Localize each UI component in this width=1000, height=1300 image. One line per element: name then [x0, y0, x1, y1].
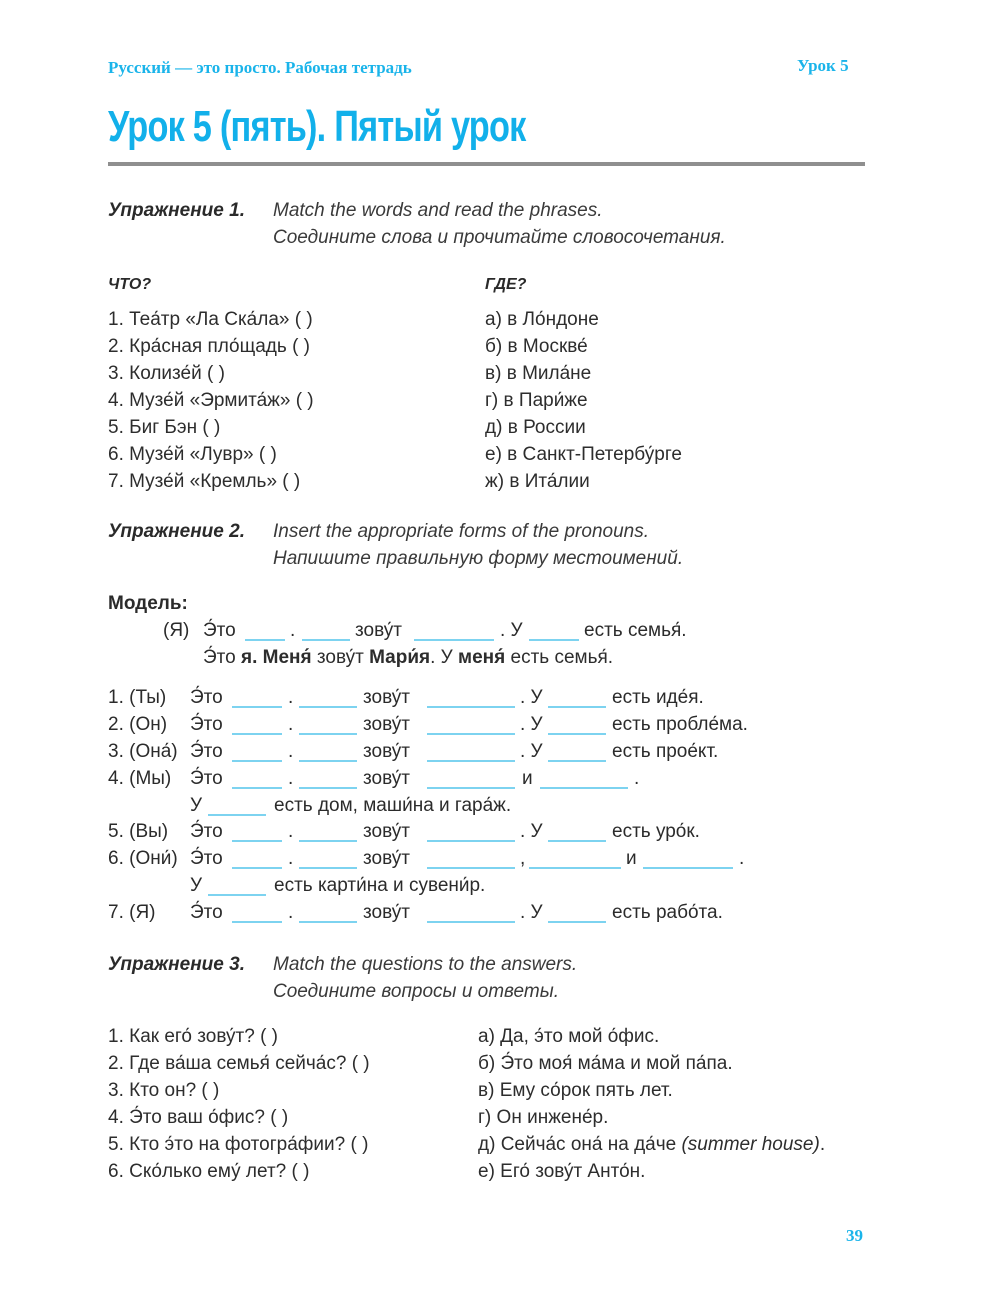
blank-field[interactable] — [208, 814, 266, 816]
answer-bold: меня́ — [458, 647, 506, 668]
eto-text: Э́то — [190, 768, 223, 789]
item-tail: есть уро́к. — [612, 821, 700, 842]
lesson-title: Урок 5 (пять). Пятый урок — [108, 102, 526, 151]
blank-field[interactable] — [427, 867, 515, 869]
item-number: 4. (Мы) — [108, 768, 172, 789]
page-number: 39 — [846, 1226, 863, 1245]
model-label: Модель: — [108, 593, 188, 614]
u-text: . У — [520, 714, 543, 735]
list-item: г) в Пари́же — [485, 390, 588, 411]
exercise2-instruction-ru: Напишите правильную форму местоимений. — [273, 548, 684, 569]
zovut-text: зову́т — [363, 902, 410, 923]
item-tail: есть рабо́та. — [612, 902, 723, 923]
exercise1-col-where: ГДЕ? — [485, 276, 527, 293]
blank-field[interactable] — [208, 894, 266, 896]
exercise1-left-list — [108, 306, 314, 495]
dot: . — [288, 741, 294, 762]
exercise2-instruction-en: Insert the appropriate forms of the pronouns. — [273, 521, 649, 542]
exercise1-instruction-en: Match the words and read the phrases. — [273, 200, 603, 221]
eto-text: Э́то — [190, 687, 223, 708]
answer-item: г) Он инжене́р. — [478, 1107, 609, 1128]
book-title: Русский — это просто. Рабочая тетрадь — [108, 58, 412, 77]
blank-field[interactable] — [232, 760, 282, 762]
eto-text: Э́то — [190, 902, 223, 923]
eto-text: Э́то — [190, 741, 223, 762]
exercise3-answers — [478, 1023, 825, 1185]
answer-gloss: (summer house) — [681, 1134, 820, 1155]
list-item: 6. Музе́й «Лувр» ( ) — [108, 444, 277, 465]
blank-field[interactable] — [245, 639, 285, 641]
dot: . — [739, 848, 745, 869]
blank-field[interactable] — [427, 840, 515, 842]
zovut-text: зову́т — [355, 620, 402, 641]
item-number: 3. (Она́) — [108, 741, 178, 762]
u-text: У — [190, 795, 203, 816]
blank-field[interactable] — [427, 706, 515, 708]
zovut-text: зову́т — [363, 714, 410, 735]
u-text: . У — [520, 821, 543, 842]
blank-field[interactable] — [302, 639, 350, 641]
blank-field[interactable] — [414, 639, 494, 641]
answer-item: а) Да, э́то мой о́фис. — [478, 1026, 660, 1047]
blank-field[interactable] — [299, 733, 357, 735]
list-item: е) в Санкт-Петербу́рге — [485, 444, 682, 465]
item-tail: есть иде́я. — [612, 687, 704, 708]
blank-field[interactable] — [299, 840, 357, 842]
eto-text: Э́то — [190, 848, 223, 869]
list-item: ж) в Ита́лии — [485, 471, 590, 492]
u-text: . У — [520, 741, 543, 762]
dot: . — [288, 821, 294, 842]
item-number: 5. (Вы) — [108, 821, 169, 842]
list-item: 2. Кра́сная пло́щадь ( ) — [108, 336, 311, 357]
exercise2-label: Упражнение 2. — [108, 521, 245, 542]
blank-field[interactable] — [232, 921, 282, 923]
answer-item: е) Его́ зову́т Анто́н. — [478, 1161, 646, 1182]
blank-field[interactable] — [299, 921, 357, 923]
blank-field[interactable] — [232, 706, 282, 708]
answer-text: д) Сейча́с она́ на да́че — [478, 1134, 682, 1155]
exercise1-right-list — [485, 306, 682, 495]
exercise1-label: Упражнение 1. — [108, 200, 245, 221]
item-tail: есть карти́на и сувени́р. — [274, 875, 486, 896]
list-item: 5. Биг Бэн ( ) — [108, 417, 221, 438]
model-tail: есть семья́. — [584, 620, 687, 641]
u-text: . У — [500, 620, 523, 641]
question-item: 5. Кто э́то на фотогра́фии? ( ) — [108, 1134, 369, 1155]
list-item: д) в России — [485, 417, 586, 438]
blank-field[interactable] — [427, 733, 515, 735]
blank-field[interactable] — [299, 787, 357, 789]
blank-field[interactable] — [232, 787, 282, 789]
blank-field[interactable] — [529, 867, 621, 869]
and-text: и — [522, 768, 533, 789]
blank-field[interactable] — [427, 921, 515, 923]
dot: . — [290, 620, 296, 641]
blank-field[interactable] — [548, 706, 606, 708]
blank-field[interactable] — [548, 840, 606, 842]
comma: , — [520, 848, 526, 869]
blank-field[interactable] — [232, 733, 282, 735]
dot: . — [288, 848, 294, 869]
answer-item: в) Ему со́рок пять лет. — [478, 1080, 673, 1101]
exercise3-questions — [108, 1023, 370, 1185]
item-number: 2. (Он) — [108, 714, 168, 735]
list-item: 7. Музе́й «Кремль» ( ) — [108, 471, 301, 492]
lesson-tag: Урок 5 — [797, 56, 849, 75]
item-tail: есть дом, маши́на и гара́ж. — [274, 795, 512, 816]
blank-field[interactable] — [548, 921, 606, 923]
exercise1-instruction-ru: Соедините слова и прочитайте словосочетания. — [273, 227, 726, 248]
answer-bold: Мари́я — [369, 647, 431, 668]
question-item: 1. Как его́ зову́т? ( ) — [108, 1026, 278, 1047]
u-text: . У — [520, 687, 543, 708]
blank-field[interactable] — [232, 867, 282, 869]
answer-text: . У — [430, 647, 459, 668]
zovut-text: зову́т — [363, 741, 410, 762]
dot: . — [634, 768, 640, 789]
exercise3-instruction-ru: Соедините вопросы и ответы. — [273, 981, 560, 1002]
answer-item — [478, 1131, 825, 1158]
model-eto: Э́то — [203, 620, 236, 641]
zovut-text: зову́т — [363, 821, 410, 842]
exercise3-label: Упражнение 3. — [108, 954, 245, 975]
list-item: 3. Колизе́й ( ) — [108, 363, 225, 384]
zovut-text: зову́т — [363, 848, 410, 869]
answer-bold: я. Меня́ — [241, 647, 312, 668]
dot: . — [288, 714, 294, 735]
dot: . — [288, 768, 294, 789]
zovut-text: зову́т — [363, 687, 410, 708]
title-divider — [108, 162, 865, 166]
list-item: б) в Москве́ — [485, 336, 588, 357]
dot: . — [288, 902, 294, 923]
question-item: 6. Ско́лько ему́ лет? ( ) — [108, 1161, 310, 1182]
blank-field[interactable] — [548, 760, 606, 762]
list-item: 4. Музе́й «Эрмита́ж» ( ) — [108, 390, 314, 411]
list-item: 1. Теа́тр «Ла Ска́ла» ( ) — [108, 309, 313, 330]
blank-field[interactable] — [299, 760, 357, 762]
blank-field[interactable] — [427, 787, 515, 789]
answer-text: есть семья́. — [505, 647, 614, 668]
answer-text: Э́то — [203, 647, 241, 668]
question-item: 4. Э́то ваш о́фис? ( ) — [108, 1107, 289, 1128]
blank-field[interactable] — [540, 787, 628, 789]
blank-field[interactable] — [299, 867, 357, 869]
dot: . — [288, 687, 294, 708]
eto-text: Э́то — [190, 714, 223, 735]
question-item: 3. Кто он? ( ) — [108, 1080, 220, 1101]
blank-field[interactable] — [232, 840, 282, 842]
answer-text: зову́т — [311, 647, 370, 668]
eto-text: Э́то — [190, 821, 223, 842]
list-item: а) в Ло́ндоне — [485, 309, 599, 330]
answer-item: б) Э́то моя́ ма́ма и мой па́па. — [478, 1053, 733, 1074]
item-tail: есть прое́кт. — [612, 741, 719, 762]
item-number: 1. (Ты) — [108, 687, 167, 708]
answer-end: . — [819, 1134, 826, 1155]
u-text: У — [190, 875, 203, 896]
list-item: в) в Мила́не — [485, 363, 592, 384]
item-number: 6. (Они́) — [108, 848, 178, 869]
model-pronoun: (Я) — [163, 620, 190, 641]
exercise3-instruction-en: Match the questions to the answers. — [273, 954, 578, 975]
blank-field[interactable] — [548, 733, 606, 735]
zovut-text: зову́т — [363, 768, 410, 789]
blank-field[interactable] — [427, 760, 515, 762]
question-item: 2. Где ва́ша семья́ сейча́с? ( ) — [108, 1053, 370, 1074]
u-text: . У — [520, 902, 543, 923]
item-tail: есть пробле́ма. — [612, 714, 748, 735]
and-text: и — [626, 848, 637, 869]
blank-field[interactable] — [299, 706, 357, 708]
blank-field[interactable] — [643, 867, 733, 869]
model-answer — [203, 644, 613, 671]
exercise1-col-what: ЧТО? — [108, 276, 152, 293]
item-number: 7. (Я) — [108, 902, 156, 923]
blank-field[interactable] — [529, 639, 579, 641]
